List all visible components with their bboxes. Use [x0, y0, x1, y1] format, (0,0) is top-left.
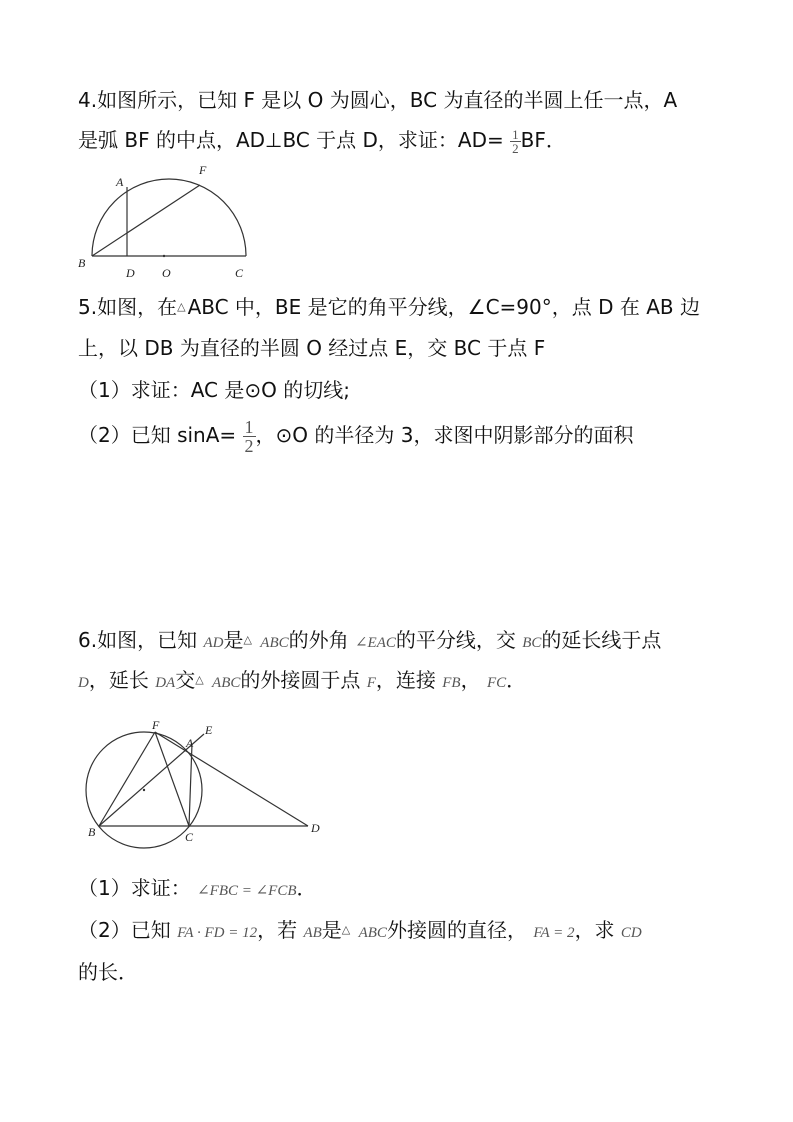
q6-text: 交: [175, 668, 196, 692]
q4-center-dot: [163, 255, 165, 257]
q6-text: 的外接圆于点: [240, 668, 361, 692]
q6-part-1-text: （1）求证：: [78, 876, 191, 900]
q5-triangle-symbol: △: [177, 300, 186, 313]
q5-part-1: [78, 376, 350, 404]
q6-part-1: [78, 874, 317, 905]
q6-triangle-symbol: △: [243, 633, 252, 646]
q5-fraction: [243, 418, 256, 455]
q6-math-abc: ABC: [260, 635, 289, 651]
q4-line-1: [78, 86, 677, 114]
q5-line-1: [78, 293, 700, 321]
q6-text: 外接圆的直径，: [386, 918, 527, 942]
q6-math-fa-fd: FA · FD = 12: [177, 925, 258, 941]
q6-text: ，若: [257, 918, 298, 942]
q6-math-abc: ABC: [358, 925, 387, 941]
q6-line-2: [78, 666, 526, 697]
q6-text: 的外角: [288, 628, 349, 652]
q4-label-o: O: [162, 266, 171, 280]
q6-part-2-text: （2）已知: [78, 918, 171, 942]
q6-math-bc: BC: [522, 635, 542, 651]
q4-semicircle-arc: [92, 179, 246, 256]
q6-math-f: F: [366, 675, 376, 691]
q6-text: ．: [506, 668, 527, 692]
q6-label-a: A: [186, 736, 194, 750]
q5-part-2-text-b: ，⊙O 的半径为 3，求图中阴影部分的面积: [255, 423, 634, 447]
q5-frac-den: 2: [244, 436, 254, 456]
q6-math-fa: FA = 2: [533, 925, 575, 941]
q6-text: ，延长: [88, 668, 149, 692]
q6-math-eac: ∠EAC: [354, 635, 396, 651]
q6-text: 的平分线，交: [395, 628, 516, 652]
q4-fraction: [510, 128, 521, 155]
q4-label-d: D: [126, 266, 135, 280]
q6-segment-fb: [99, 732, 155, 826]
q5-part-1-text: （1）求证：AC 是⊙O 的切线;: [78, 378, 350, 402]
q4-label-c: C: [235, 266, 244, 280]
q6-math-abc: ABC: [212, 675, 241, 691]
q6-line-1: [78, 626, 661, 657]
q5-part-2-text-a: （2）已知 sinA=: [78, 423, 237, 447]
q6-math-da: DA: [155, 675, 176, 691]
q6-math-ad: AD: [203, 635, 224, 651]
q6-triangle-symbol: △: [341, 923, 351, 936]
q5-text-2: 上，以 DB 为直径的半圆 O 经过点 E，交 BC 于点 F: [78, 336, 546, 360]
q6-part-1-math: ∠FBC = ∠FCB: [197, 883, 297, 899]
q6-center-dot: [143, 789, 145, 791]
q4-frac-den: 2: [512, 141, 519, 156]
q6-text: ，连接: [375, 668, 436, 692]
q6-text: ．: [296, 876, 317, 900]
q6-label-f: F: [152, 718, 160, 732]
q6-circle-figure: [82, 714, 332, 850]
q4-text-2b: BF．: [520, 128, 566, 152]
q6-text: 6.如图，已知: [78, 628, 198, 652]
q6-math-d: D: [78, 675, 89, 691]
q6-text: 的延长线于点: [541, 628, 662, 652]
q6-label-d: D: [311, 821, 320, 835]
q6-segment-fc: [155, 732, 189, 826]
q4-label-f: F: [199, 164, 207, 177]
q6-part-2-cont: [78, 958, 138, 986]
q6-label-c: C: [185, 830, 194, 844]
q4-semicircle-figure: [76, 164, 256, 282]
q6-part-2: [78, 916, 642, 947]
q5-line-2: [78, 334, 545, 362]
q6-math-fb: FB: [442, 675, 461, 691]
q5-text-1b: ABC 中，BE 是它的角平分线，∠C=90°，点 D 在 AB 边: [187, 295, 700, 319]
q6-math-ab: AB: [303, 925, 322, 941]
q6-text: ，: [460, 668, 481, 692]
q6-math-fc: FC: [486, 675, 507, 691]
q6-triangle-symbol: △: [195, 673, 204, 686]
q4-frac-num: 1: [512, 127, 519, 142]
q6-segment-fd: [155, 732, 308, 826]
q6-text: ，求: [574, 918, 615, 942]
q6-text: 是: [321, 918, 342, 942]
q4-line-2: [78, 126, 566, 155]
q6-math-cd: CD: [620, 925, 642, 941]
q6-text: 是: [223, 628, 244, 652]
q5-part-2: [78, 418, 634, 455]
q6-label-e: E: [205, 723, 213, 737]
q4-text-2a: 是弧 BF 的中点，AD⊥BC 于点 D，求证：AD=: [78, 128, 504, 152]
q4-segment-bf: [92, 185, 200, 256]
q4-text-1: 4.如图所示，已知 F 是以 O 为圆心，BC 为直径的半圆上任一点，A: [78, 88, 678, 112]
q4-label-a: A: [116, 175, 124, 189]
q4-label-b: B: [78, 256, 86, 270]
q6-text: 的长．: [78, 960, 138, 984]
q5-text-1a: 5.如图，在: [78, 295, 178, 319]
q6-label-b: B: [88, 825, 96, 839]
q5-frac-num: 1: [244, 417, 254, 437]
